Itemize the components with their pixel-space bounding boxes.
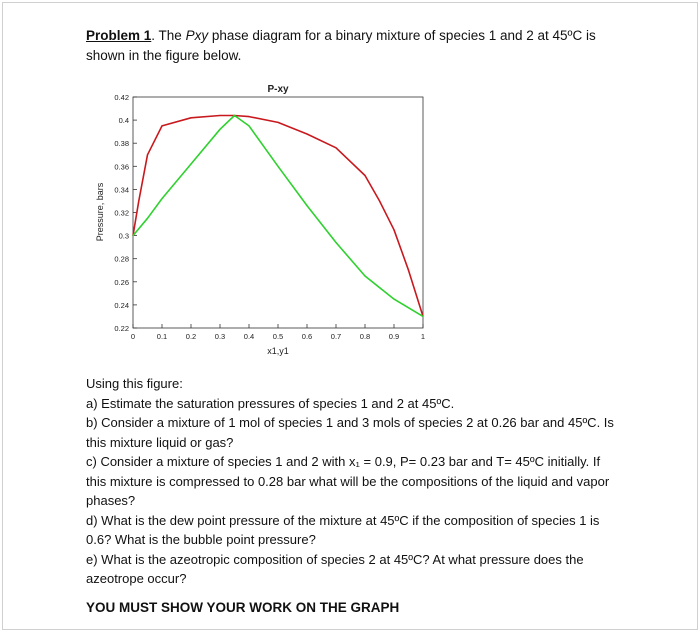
x-tick-label: 0 xyxy=(130,332,136,341)
green-data-point xyxy=(422,316,423,317)
y-tick-label: 0.32 xyxy=(114,208,129,218)
questions-intro: Using this figure: xyxy=(86,376,183,391)
red-data-point xyxy=(306,133,307,134)
red-data-point xyxy=(379,200,380,201)
question-b: b) Consider a mixture of 1 mol of species 1 and 3 mols of species 2 at 0.26 bar and 45ºC. Is this mixture liquid or gas? xyxy=(86,415,614,450)
red-data-point xyxy=(219,115,220,116)
x-tick-label: 0.5 xyxy=(272,332,284,341)
problem-text-before: . The xyxy=(151,28,186,43)
green-data-point xyxy=(306,205,307,206)
pxy-chart xyxy=(90,76,440,362)
x-axis-label: x1,y1 xyxy=(267,346,289,356)
question-c: c) Consider a mixture of species 1 and 2 with x₁ = 0.9, P= 0.23 bar and T= 45ºC initially. If this mixture is compressed to 0.28 bar what will be the compositions of the liquid and vapor phases? xyxy=(86,454,610,508)
green-data-point xyxy=(364,275,365,276)
green-data-point xyxy=(147,218,148,219)
chart-title: P-xy xyxy=(267,84,289,95)
y-tick-label: 0.22 xyxy=(114,324,129,333)
y-tick-label: 0.4 xyxy=(118,116,129,126)
x-tick-label: 0.1 xyxy=(156,332,168,341)
problem-label: Problem 1 xyxy=(86,28,152,43)
red-data-point xyxy=(408,270,409,271)
y-tick-label: 0.24 xyxy=(114,300,129,310)
question-d: d) What is the dew point pressure of the mixture at 45ºC if the composition of species 1 is 0.6? What is the bubble point pressure? xyxy=(86,512,600,547)
red-data-point xyxy=(147,154,148,155)
x-tick-label: 0.4 xyxy=(243,332,255,341)
x-tick-label: 0.8 xyxy=(359,332,371,341)
question-a: a) Estimate the saturation pressures of species 1 and 2 at 45ºC. xyxy=(86,395,455,411)
y-tick-label: 0.38 xyxy=(114,139,129,149)
y-axis-label: Pressure, bars xyxy=(95,182,105,242)
y-tick-label: 0.28 xyxy=(114,254,129,264)
problem-statement xyxy=(86,26,616,66)
y-tick-label: 0.34 xyxy=(114,185,129,195)
footer-instruction: YOU MUST SHOW YOUR WORK ON THE GRAPH xyxy=(86,600,400,615)
green-data-point xyxy=(393,299,394,300)
red-data-point xyxy=(335,147,336,148)
red-data-point xyxy=(393,229,394,230)
y-tick-label: 0.42 xyxy=(114,93,129,102)
questions-block xyxy=(86,374,621,589)
problem-text-after: phase diagram for a binary mixture of species 1 and 2 at 45ºC is shown in the figure below. xyxy=(86,28,596,63)
problem-pxy: Pxy xyxy=(185,28,209,43)
green-data-point xyxy=(335,242,336,243)
green-data-point xyxy=(277,166,278,167)
red-data-point xyxy=(277,122,278,123)
green-data-point xyxy=(219,129,220,130)
green-data-point xyxy=(234,115,235,116)
green-data-point xyxy=(132,235,133,236)
y-tick-label: 0.3 xyxy=(118,231,129,241)
red-data-point xyxy=(138,200,139,201)
x-tick-label: 1 xyxy=(420,332,426,341)
red-data-point xyxy=(161,125,162,126)
x-tick-label: 0.2 xyxy=(185,332,197,341)
x-tick-label: 0.9 xyxy=(388,332,400,341)
x-tick-label: 0.7 xyxy=(330,332,342,341)
green-data-point xyxy=(248,125,249,126)
red-data-point xyxy=(190,117,191,118)
y-tick-label: 0.26 xyxy=(114,277,129,287)
y-tick-label: 0.36 xyxy=(114,162,129,172)
green-data-point xyxy=(190,163,191,164)
green-data-point xyxy=(161,198,162,199)
x-tick-label: 0.3 xyxy=(214,332,226,341)
red-data-point xyxy=(364,175,365,176)
x-tick-label: 0.6 xyxy=(301,332,313,341)
plot-area xyxy=(133,97,423,328)
red-data-point xyxy=(248,116,249,117)
question-e: e) What is the azeotropic composition of species 2 at 45ºC? At what pressure does the azeotrope occur? xyxy=(86,551,584,586)
